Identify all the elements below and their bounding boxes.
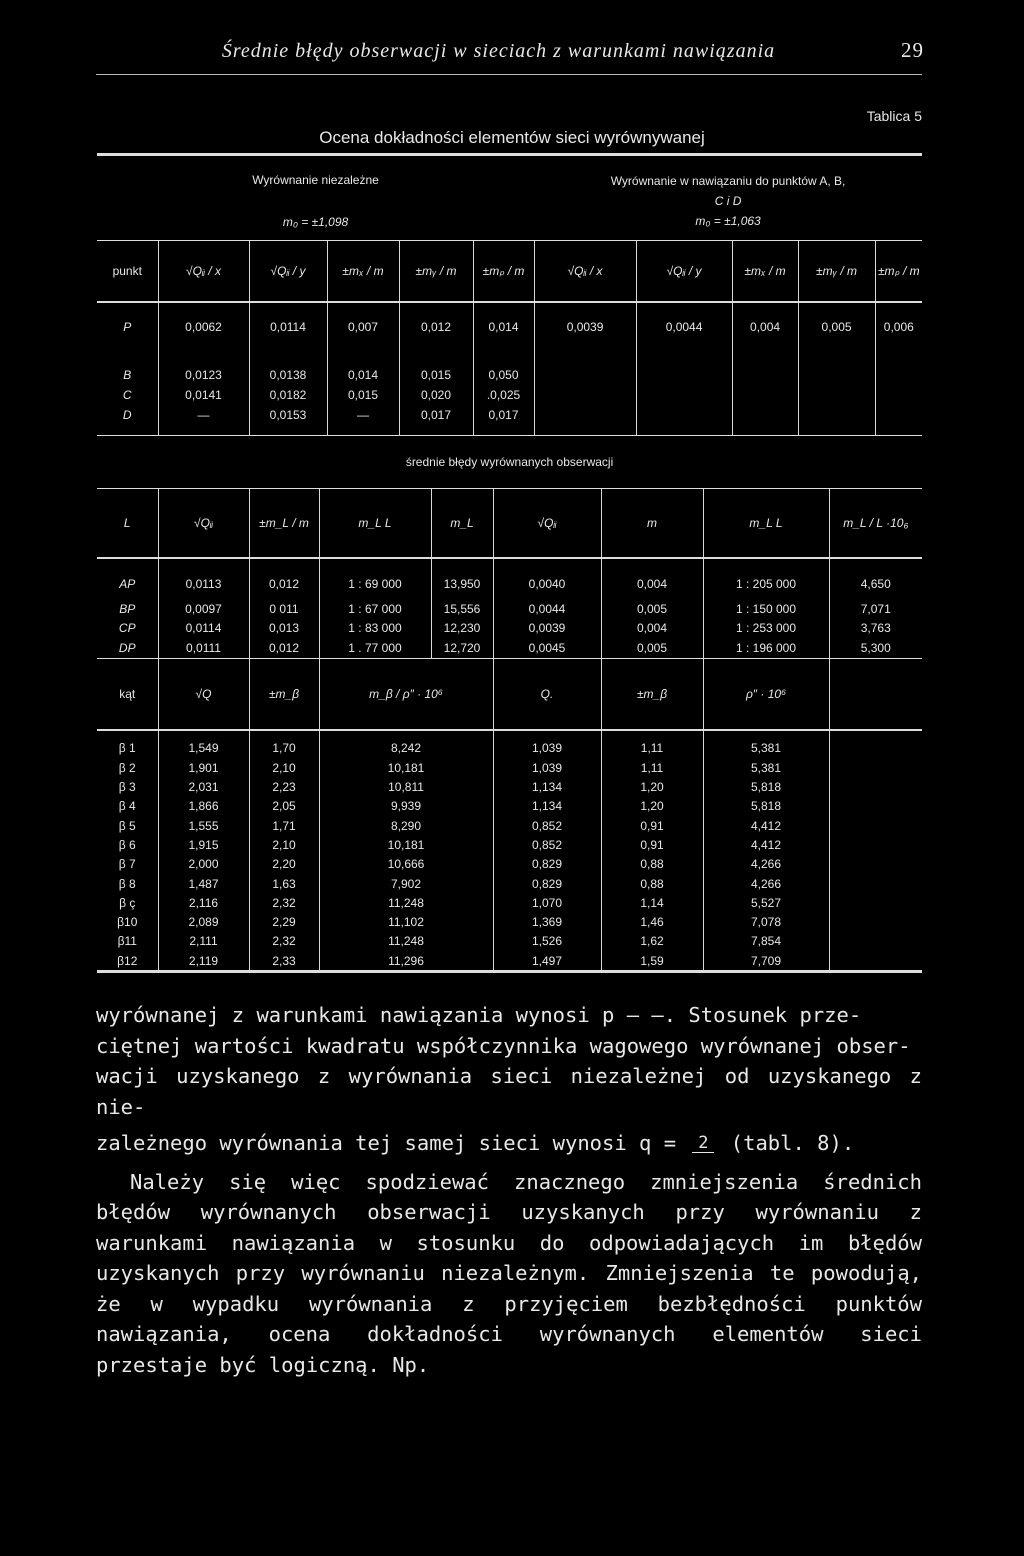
table-cell: 2,20 [249, 855, 319, 874]
table-cell [875, 385, 922, 405]
table-row-label: β12 [117, 953, 138, 968]
table-cell: 5,527 [703, 893, 829, 912]
table-cell: 2,116 [158, 893, 249, 912]
table-cell: 1 : 205 000 [703, 558, 829, 599]
table-cell: 1,14 [601, 893, 703, 912]
table-cell: 0,91 [601, 816, 703, 835]
table-cell: 2,33 [249, 951, 319, 970]
formula-text: zależnego wyrównania tej samej sieci wynosi q = [96, 1131, 677, 1155]
table-cell: 9,939 [319, 797, 493, 816]
paragraph-1-line-4 [96, 1128, 922, 1159]
table-cell: 0,852 [493, 816, 601, 835]
s3-head-5: ±m_β [601, 658, 703, 730]
table-cell: 0,004 [732, 302, 798, 351]
table-bottom-rule [97, 970, 922, 973]
table-cell: 12,720 [431, 638, 493, 658]
s3-head-3: m_β / ρ″ · 10⁶ [319, 658, 493, 730]
left-group-title: Wyrównanie niezależne [252, 173, 379, 187]
table-cell: 4,650 [829, 558, 922, 599]
table-cell: 2,10 [249, 835, 319, 854]
table-cell: 2,031 [158, 777, 249, 796]
table-row-label: AP [119, 577, 136, 591]
table-cell: 2,32 [249, 932, 319, 951]
table-cell: 0,017 [473, 405, 534, 436]
table-row-label: β ç [119, 895, 136, 910]
table-cell: 10,181 [319, 758, 493, 777]
s3-head-empty [829, 658, 922, 730]
table-cell: 0,91 [601, 835, 703, 854]
table-cell: 1 : 83 000 [319, 619, 431, 639]
left-group-header [97, 155, 534, 241]
table-cell: .0,025 [473, 385, 534, 405]
table-cell: 1,134 [493, 777, 601, 796]
table-cell [829, 893, 922, 912]
table-cell: 1,555 [158, 816, 249, 835]
section2-title: średnie błędy wyrównanych obserwacji [97, 436, 922, 489]
table-cell: 0,004 [601, 619, 703, 639]
table-title: Ocena dokładności elementów sieci wyrównywanej [319, 128, 705, 147]
col-head-9: ±mᵧ / m [798, 241, 875, 303]
table-row [97, 855, 922, 874]
table-row [97, 758, 922, 777]
s3-head-1: √Q [158, 658, 249, 730]
running-title: Średnie błędy obserwacji w sieciach z warunkami nawiązania [221, 40, 776, 62]
table-cell: 0,005 [601, 599, 703, 619]
table-cell [798, 351, 875, 385]
table-cell: 0,0040 [493, 558, 601, 599]
table-cell: 7,078 [703, 912, 829, 931]
table-row-label: B [123, 368, 132, 382]
table-row-label: C [122, 388, 132, 402]
table-cell: 0 011 [249, 599, 319, 619]
table-cell: 12,230 [431, 619, 493, 639]
table-row [97, 777, 922, 796]
table-cell: 11,296 [319, 951, 493, 970]
table-row [97, 893, 922, 912]
s2-head-2: ±m_L / m [249, 489, 319, 559]
table-cell: 1 : 67 000 [319, 599, 431, 619]
table-row-label: CP [118, 621, 136, 636]
table-row-label: β 2 [118, 760, 136, 775]
table-cell: 13,950 [431, 558, 493, 599]
table-cell: 10,181 [319, 835, 493, 854]
fraction-numerator: 2 [698, 1132, 709, 1153]
table-cell [829, 835, 922, 854]
table-cell [829, 932, 922, 951]
table-cell [732, 385, 798, 405]
table-cell: 8,242 [319, 730, 493, 758]
table-row-label: β 3 [118, 780, 136, 795]
table-cell: 4,266 [703, 874, 829, 893]
s2-head-6: m [601, 489, 703, 559]
table-cell: — [327, 405, 399, 436]
table-cell: 15,556 [431, 599, 493, 619]
table-cell: 1,20 [601, 797, 703, 816]
table-cell: 7,071 [829, 599, 922, 619]
table-cell [732, 405, 798, 436]
table-row [97, 797, 922, 816]
table-cell: 0,852 [493, 835, 601, 854]
table-row-label: β 6 [118, 837, 136, 852]
table-cell: 4,412 [703, 835, 829, 854]
table-cell [534, 385, 636, 405]
table-cell: 0,020 [399, 385, 473, 405]
table-row-label: β 7 [118, 857, 136, 872]
table-cell: 0,0153 [249, 405, 327, 436]
s2-head-1: √Qᵢᵢ [158, 489, 249, 559]
col-head-4: ±mᵧ / m [399, 241, 473, 303]
col-head-punkt: punkt [97, 241, 158, 303]
col-head-3: ±mₓ / m [327, 241, 399, 303]
table-cell: 11,102 [319, 912, 493, 931]
s3-head-2: ±m_β [249, 658, 319, 730]
s2-head-8: m_L / L ·10₆ [829, 489, 922, 559]
table-cell: 0,0114 [158, 619, 249, 639]
table-cell: 0,014 [327, 351, 399, 385]
page-number: 29 [901, 38, 924, 62]
table-cell [829, 730, 922, 758]
table-cell: 0,0113 [158, 558, 249, 599]
table-cell: 2,29 [249, 912, 319, 931]
table-cell [732, 351, 798, 385]
s2-head-L: L [97, 489, 158, 559]
right-group-m0: m₀ = ±1,063 [695, 214, 761, 228]
table-cell: 0,012 [399, 302, 473, 351]
table-cell: 5,818 [703, 797, 829, 816]
table-cell: 0,0138 [249, 351, 327, 385]
table-cell: 0,0097 [158, 599, 249, 619]
table-row [97, 912, 922, 931]
table-cell [829, 816, 922, 835]
table-cell: 11,248 [319, 932, 493, 951]
table-row [97, 874, 922, 893]
table-cell: 1 : 253 000 [703, 619, 829, 639]
table-cell: 3,763 [829, 619, 922, 639]
table-cell: 1,71 [249, 816, 319, 835]
table-cell: 1,70 [249, 730, 319, 758]
s2-head-3: m_L L [319, 489, 431, 559]
table-cell: 0,0114 [249, 302, 327, 351]
col-head-6: √Qᵢᵢ / x [534, 241, 636, 303]
table-cell: 1,369 [493, 912, 601, 931]
table-cell: 0,0039 [493, 619, 601, 639]
table-cell: 0,0044 [636, 302, 732, 351]
table-cell: 0,88 [601, 855, 703, 874]
table-cell: 2,000 [158, 855, 249, 874]
col-head-8: ±mₓ / m [732, 241, 798, 303]
table-cell: 1,549 [158, 730, 249, 758]
right-group-title-2: C i D [714, 194, 742, 208]
s2-head-4: m_L [431, 489, 493, 559]
table-cell [875, 405, 922, 436]
table-cell: 1,487 [158, 874, 249, 893]
table-cell: 1 : 196 000 [703, 638, 829, 658]
table-row-label: DP [118, 640, 136, 655]
table-cell [829, 874, 922, 893]
table-row [97, 816, 922, 835]
table-cell: 1 : 150 000 [703, 599, 829, 619]
table-cell: 0,0044 [493, 599, 601, 619]
table-cell [829, 797, 922, 816]
table-cell: 1,915 [158, 835, 249, 854]
table-row-label: BP [119, 601, 136, 616]
table-cell: 10,811 [319, 777, 493, 796]
table-cell: 1,039 [493, 758, 601, 777]
table-cell: 8,290 [319, 816, 493, 835]
table-cell: 1,134 [493, 797, 601, 816]
table-cell: 0,014 [473, 302, 534, 351]
table-label: Tablica 5 [866, 108, 922, 124]
table-cell: 1,59 [601, 951, 703, 970]
table-cell [636, 351, 732, 385]
table-cell: 0,005 [601, 638, 703, 658]
col-head-1: √Qᵢᵢ / x [158, 241, 249, 303]
table-cell: 5,818 [703, 777, 829, 796]
table-cell: 0,0039 [534, 302, 636, 351]
table-cell: 1,62 [601, 932, 703, 951]
table-cell: 0,017 [399, 405, 473, 436]
right-group-title-1: Wyrównanie w nawiązaniu do punktów A, B, [610, 174, 846, 188]
angle-rows [97, 730, 922, 971]
table-cell: 5,381 [703, 730, 829, 758]
table-row [97, 730, 922, 758]
left-group-m0: m₀ = ±1,098 [282, 215, 349, 229]
table-cell: 0,829 [493, 874, 601, 893]
table-cell: 0,007 [327, 302, 399, 351]
table-cell: 5,381 [703, 758, 829, 777]
table-cell: 2,111 [158, 932, 249, 951]
table-cell: 1,866 [158, 797, 249, 816]
table-cell [875, 351, 922, 385]
table-cell: 1,11 [601, 758, 703, 777]
table-row-label: β 5 [118, 818, 136, 833]
table-cell [534, 351, 636, 385]
table-cell [636, 405, 732, 436]
table-row-label: β 4 [118, 799, 136, 814]
table-cell: 2,089 [158, 912, 249, 931]
table-cell: 1,63 [249, 874, 319, 893]
table-cell [829, 951, 922, 970]
paragraph-1-line-1: wyrównanej z warunkami nawiązania wynosi p — —. Stosunek prze- [96, 1003, 862, 1027]
running-header [96, 38, 924, 63]
table-cell [829, 758, 922, 777]
table-cell: 0,012 [249, 558, 319, 599]
col-head-2: √Qᵢᵢ / y [249, 241, 327, 303]
table-cell: 2,10 [249, 758, 319, 777]
table-cell: — [158, 405, 249, 436]
table-row-label: D [122, 408, 132, 422]
paragraph-1-line-3: wacji uzyskanego z wyrównania sieci niezależnej od uzyskanego z nie- [96, 1064, 922, 1119]
table-cell: 0,005 [798, 302, 875, 351]
paragraph-1-line-2: ciętnej wartości kwadratu współczynnika wagowego wyrównanej obser- [96, 1033, 911, 1058]
table-cell [829, 777, 922, 796]
table-cell: 2,05 [249, 797, 319, 816]
table-cell: 2,23 [249, 777, 319, 796]
table-cell: 4,412 [703, 816, 829, 835]
table-reference: (tabl. 8). [730, 1131, 855, 1155]
table-cell [534, 405, 636, 436]
table-cell: 4,266 [703, 855, 829, 874]
table-cell [636, 385, 732, 405]
header-rule [96, 74, 922, 75]
table-cell: 1,526 [493, 932, 601, 951]
table-cell: 10,666 [319, 855, 493, 874]
table-cell: 0,015 [327, 385, 399, 405]
accuracy-table [97, 153, 922, 973]
col-head-7: √Qᵢᵢ / y [636, 241, 732, 303]
table-cell: 0,013 [249, 619, 319, 639]
table-cell: 0,012 [249, 638, 319, 658]
table-cell: 1,070 [493, 893, 601, 912]
s2-head-5: √Qᵢᵢ [493, 489, 601, 559]
table-cell: 0,0111 [158, 638, 249, 658]
col-head-10: ±mₚ / m [875, 241, 922, 303]
table-cell: 0,0123 [158, 351, 249, 385]
table-cell: 7,709 [703, 951, 829, 970]
table-cell: 0,050 [473, 351, 534, 385]
table-cell: 0,004 [601, 558, 703, 599]
table-cell: 0,0045 [493, 638, 601, 658]
table-cell: 0,88 [601, 874, 703, 893]
table-cell: 2,119 [158, 951, 249, 970]
table-row [97, 951, 922, 970]
table-row-label: β11 [117, 934, 137, 949]
s3-head-6: ρ″ · 10⁶ [703, 658, 829, 730]
table-cell: 7,854 [703, 932, 829, 951]
table-cell: 1,46 [601, 912, 703, 931]
table-cell [798, 405, 875, 436]
fraction [692, 1132, 714, 1153]
table-cell: 0,006 [875, 302, 922, 351]
table-cell: 1,901 [158, 758, 249, 777]
table-row-label: β 8 [118, 876, 136, 891]
body-text [96, 1000, 922, 1380]
table-cell [829, 855, 922, 874]
table-row-label: β 1 [118, 741, 136, 756]
col-head-5: ±mₚ / m [473, 241, 534, 303]
table-cell: 0,0062 [158, 302, 249, 351]
table-cell: 7,902 [319, 874, 493, 893]
table-cell: 5,300 [829, 638, 922, 658]
table-cell [798, 385, 875, 405]
table-cell [829, 912, 922, 931]
table-cell: 2,32 [249, 893, 319, 912]
table-cell: 0,0182 [249, 385, 327, 405]
table-cell: 1,039 [493, 730, 601, 758]
s3-head-4: Q. [493, 658, 601, 730]
table-cell: 1 : 69 000 [319, 558, 431, 599]
table-cell: 0,015 [399, 351, 473, 385]
table-cell: 0,0141 [158, 385, 249, 405]
table-cell: 11,248 [319, 893, 493, 912]
table-cell: 1,20 [601, 777, 703, 796]
table-row [97, 835, 922, 854]
table-row-label: P [123, 320, 132, 334]
table-row [97, 932, 922, 951]
table-cell: 1 . 77 000 [319, 638, 431, 658]
s2-head-7: m_L L [703, 489, 829, 559]
table-cell: 1,497 [493, 951, 601, 970]
right-group-header [534, 155, 922, 241]
table-cell: 1,11 [601, 730, 703, 758]
table-row-label: β10 [117, 915, 138, 930]
table-cell: 0,829 [493, 855, 601, 874]
paragraph-2: Należy się więc spodziewać znacznego zmniejszenia średnich błędów wyrównanych obserwacji uzyskanych przy wyrównaniu z warunkami nawiązania w stosunku do odpowiadających im błędów uzyskanych przy wyrównaniu niezależnym. Zmniejszenia te powodują, że w wypadku wyrównania z przyjęciem bezbłędności punktów nawiązania, ocena dokładności wyrównanych elementów sieci przestaje być logiczną. Np. [96, 1169, 922, 1377]
s3-head-kat: kąt [97, 658, 158, 730]
